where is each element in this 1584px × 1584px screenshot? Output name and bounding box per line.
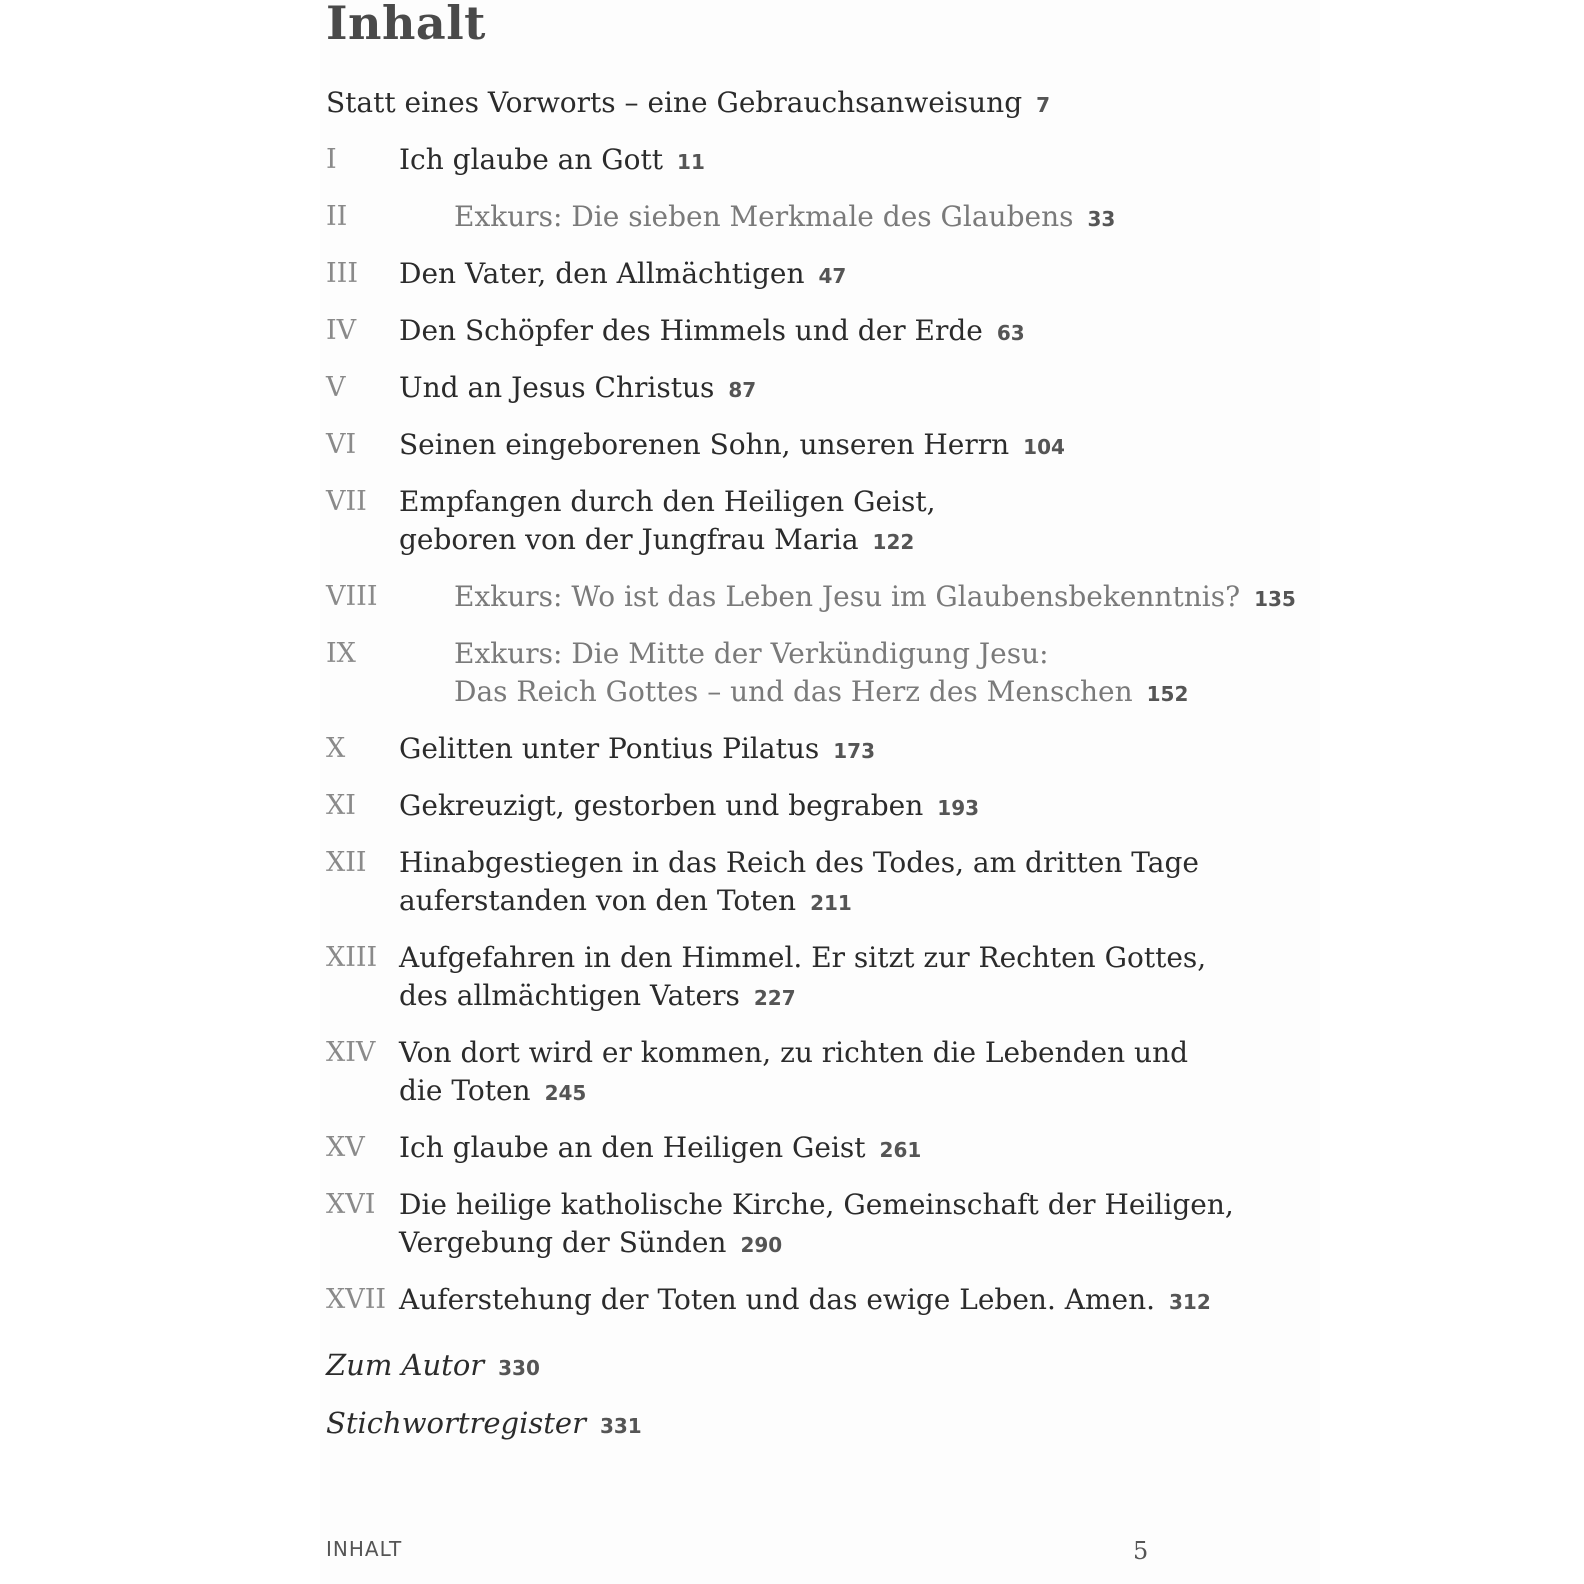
chapter-page-number: 261 [879,1138,922,1162]
chapter-title: Exkurs: Die sieben Merkmale des Glaubens 33 [454,200,1116,233]
chapter-number: XIII [326,942,378,973]
chapter-title: Auferstehung der Toten und das ewige Leben. Amen. 312 [399,1283,1211,1316]
chapter-title: Den Vater, den Allmächtigen 47 [399,257,847,290]
chapter-number: X [326,733,346,764]
chapter-title: Die heilige katholische Kirche, Gemeinschaft der Heiligen, Vergebung der Sünden 290 [399,1188,1234,1259]
toc-entry [326,1034,1316,1112]
chapter-number: XVII [326,1284,387,1315]
toc-entry [326,939,1316,1017]
chapter-title: Ich glaube an Gott 11 [399,143,705,176]
chapter-page-number: 122 [872,530,915,554]
chapter-title: Hinabgestiegen in das Reich des Todes, am dritten Tage auferstanden von den Toten 211 [399,846,1199,917]
backmatter-title: Stichwortregister [326,1406,586,1440]
backmatter-page-number: 331 [599,1414,642,1438]
chapter-page-number: 11 [677,150,705,174]
toc-entry [326,312,1316,352]
page-title: Inhalt [326,0,486,50]
chapter-title: Gelitten unter Pontius Pilatus 173 [399,732,875,765]
backmatter-entry [326,1346,642,1387]
chapter-page-number: 290 [740,1233,783,1257]
chapter-page-number: 104 [1023,435,1065,459]
chapter-page-number: 47 [818,264,847,288]
chapter-title: Aufgefahren in den Himmel. Er sitzt zur Rechten Gottes, des allmächtigen Vaters 227 [399,941,1207,1012]
toc-entry [326,369,1316,409]
toc-entry [326,483,1316,561]
chapter-page-number: 152 [1146,682,1189,706]
chapter-number: XV [326,1132,365,1163]
chapter-title: Exkurs: Wo ist das Leben Jesu im Glaubensbekenntnis? 135 [454,580,1296,613]
toc-entry [326,1281,1316,1321]
book-page [320,0,1320,1584]
preface-title: Statt eines Vorworts – eine Gebrauchsanweisung [326,86,1023,119]
chapter-page-number: 87 [728,378,757,402]
toc-entry [326,1129,1316,1169]
chapter-number: I [326,144,337,175]
toc-entry [326,426,1316,466]
chapter-page-number: 135 [1254,587,1296,611]
toc-entry [326,787,1316,827]
chapter-number: XVI [326,1189,376,1220]
chapter-number: VIII [326,581,378,612]
backmatter-list [326,1346,642,1462]
backmatter-title: Zum Autor [326,1348,485,1382]
chapter-page-number: 312 [1169,1290,1211,1314]
chapter-number: III [326,258,358,289]
chapter-number: II [326,201,348,232]
toc-entry-excursus [326,578,1316,618]
running-footer-section: INHALT [326,1537,403,1561]
chapter-page-number: 193 [937,796,980,820]
preface-page-number: 7 [1036,93,1051,117]
toc-entry [326,255,1316,295]
chapter-page-number: 211 [810,891,852,915]
chapter-title: Von dort wird er kommen, zu richten die Lebenden und die Toten 245 [399,1036,1189,1107]
chapter-number: VI [326,429,357,460]
chapter-page-number: 173 [833,739,875,763]
chapter-number: XI [326,790,356,821]
page-number: 5 [1133,1537,1149,1565]
chapter-number: V [326,372,346,403]
toc-entry [326,141,1316,181]
toc-entry [326,844,1316,922]
chapter-number: XIV [326,1037,376,1068]
chapter-title: Und an Jesus Christus 87 [399,371,757,404]
toc-preface-entry [326,84,1316,124]
toc-entry [326,1186,1316,1264]
table-of-contents [326,84,1316,1338]
chapter-title: Seinen eingeborenen Sohn, unseren Herrn 104 [399,428,1065,461]
chapter-title: Empfangen durch den Heiligen Geist, geboren von der Jungfrau Maria 122 [399,485,936,556]
chapter-number: VII [326,486,367,517]
chapter-number: IV [326,315,357,346]
backmatter-entry [326,1404,642,1445]
chapter-page-number: 63 [996,321,1025,345]
backmatter-page-number: 330 [498,1356,540,1380]
chapter-number: IX [326,638,356,669]
chapter-title: Den Schöpfer des Himmels und der Erde 63 [399,314,1025,347]
chapter-title: Ich glaube an den Heiligen Geist 261 [399,1131,922,1164]
chapter-title: Gekreuzigt, gestorben und begraben 193 [399,789,980,822]
chapter-page-number: 245 [544,1081,587,1105]
chapter-number: XII [326,847,367,878]
toc-entry-excursus [326,198,1316,238]
chapter-page-number: 227 [753,986,796,1010]
toc-entry-excursus [326,635,1316,713]
chapter-title: Exkurs: Die Mitte der Verkündigung Jesu: Das Reich Gottes – und das Herz des Menschen 152 [454,637,1189,708]
toc-entry [326,730,1316,770]
chapter-page-number: 33 [1087,207,1116,231]
